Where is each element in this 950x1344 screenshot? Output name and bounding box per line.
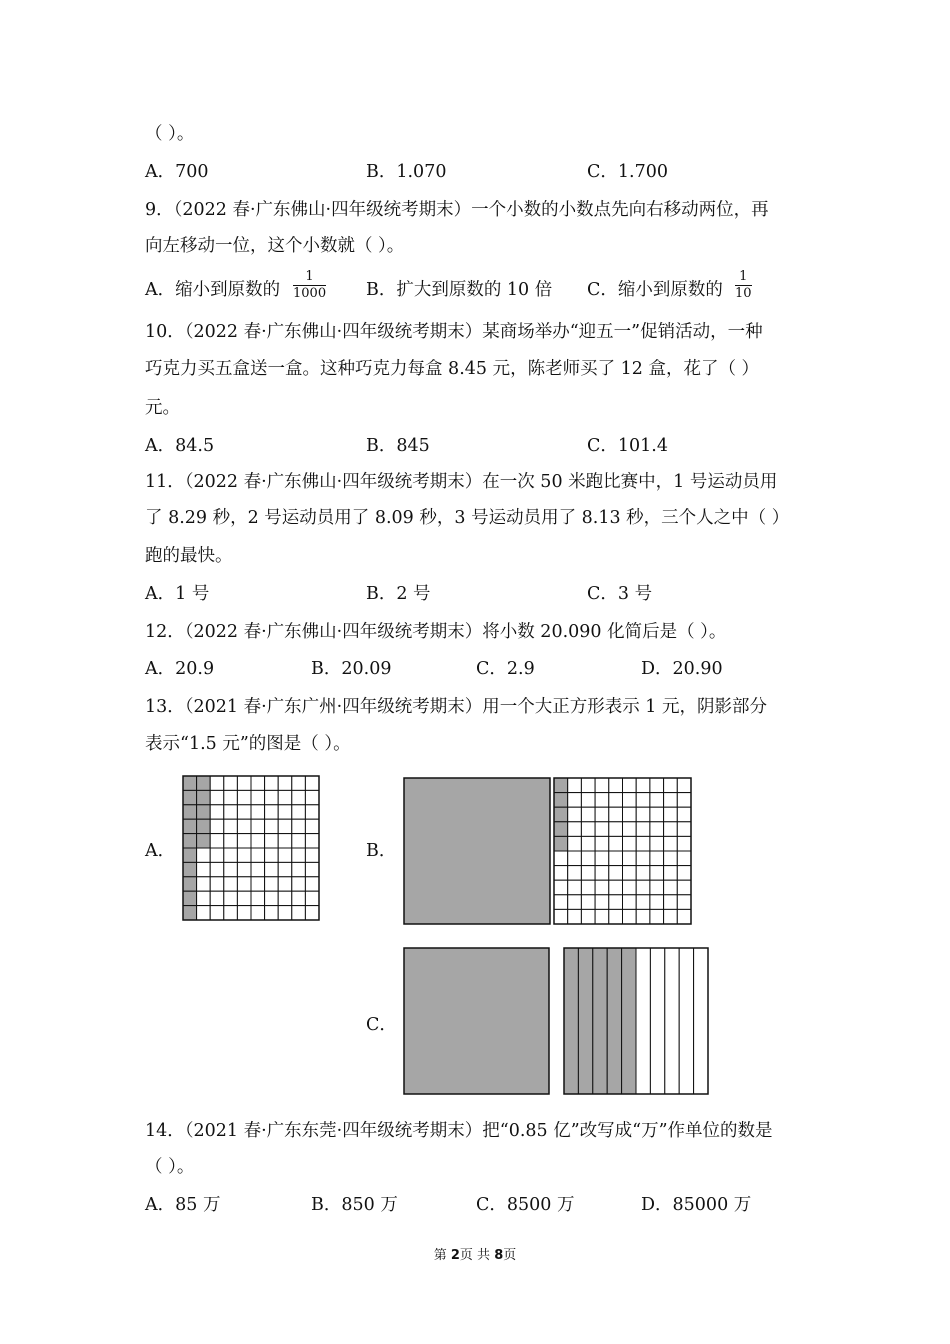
grid-cell — [554, 880, 568, 895]
q9-option-b[interactable]: B．扩大到原数的 10 倍 — [366, 280, 553, 300]
q9-option-a-fraction — [293, 270, 326, 301]
grid-cell — [265, 848, 279, 862]
grid-cell — [224, 877, 238, 891]
grid-cell — [265, 906, 279, 920]
grid-cell — [581, 822, 595, 837]
grid-cell — [677, 866, 691, 881]
grid-cell — [554, 909, 568, 924]
strip — [694, 948, 708, 1094]
grid-cell — [609, 778, 623, 793]
grid-cell — [210, 834, 224, 848]
grid-cell — [210, 862, 224, 876]
grid-cell — [595, 851, 609, 866]
grid-cell — [581, 880, 595, 895]
grid-cell — [224, 790, 238, 804]
grid-cell — [568, 851, 582, 866]
grid-cell — [568, 778, 582, 793]
grid-cell — [595, 866, 609, 881]
shaded-cell — [554, 836, 568, 851]
grid-cell — [636, 895, 650, 910]
grid-cell — [292, 877, 306, 891]
grid-cell — [237, 790, 251, 804]
shaded-cell — [554, 793, 568, 808]
grid-cell — [251, 877, 265, 891]
q10-option-b[interactable]: B．845 — [366, 436, 430, 456]
grid-cell — [292, 819, 306, 833]
q13-option-c-label[interactable]: C． — [366, 1015, 397, 1035]
grid-cell — [677, 895, 691, 910]
q10-option-a[interactable]: A．84.5 — [145, 436, 215, 456]
q14-option-c[interactable]: C．8500 万 — [476, 1195, 575, 1215]
grid-cell — [251, 805, 265, 819]
grid-cell — [265, 790, 279, 804]
grid-cell — [595, 880, 609, 895]
grid-cell — [581, 866, 595, 881]
footer-suffix: 页 — [503, 1248, 517, 1263]
shaded-cell — [183, 776, 197, 790]
grid-cell — [210, 848, 224, 862]
q13-option-b-label[interactable]: B． — [366, 841, 397, 861]
q11-option-a[interactable]: A．1 号 — [145, 584, 210, 604]
q12-option-d[interactable]: D．20.90 — [641, 659, 723, 679]
grid-cell — [650, 895, 664, 910]
grid-cell — [278, 862, 292, 876]
grid-cell — [224, 906, 238, 920]
q9-stem-line1: 9．（2022 春·广东佛山·四年级统考期末）一个小数的小数点先向右移动两位，再 — [145, 200, 769, 220]
grid-cell — [664, 807, 678, 822]
grid-cell — [677, 822, 691, 837]
q14-option-d[interactable]: D．85000 万 — [641, 1195, 752, 1215]
q13-figure-c-full-square[interactable] — [403, 947, 550, 1095]
grid-cell — [636, 778, 650, 793]
grid-cell — [609, 822, 623, 837]
q14-stem-line1: 14．（2021 春·广东东莞·四年级统考期末）把“0.85 亿”改写成“万”作单位的数是 — [145, 1121, 773, 1141]
grid-cell — [677, 793, 691, 808]
grid-cell — [265, 819, 279, 833]
grid-cell — [623, 895, 637, 910]
grid-cell — [278, 790, 292, 804]
grid-cell — [609, 880, 623, 895]
grid-cell — [595, 807, 609, 822]
grid-cell — [677, 836, 691, 851]
q8-option-c[interactable]: C．1.700 — [587, 162, 668, 182]
grid-cell — [224, 862, 238, 876]
strip — [636, 948, 650, 1094]
grid-cell — [278, 776, 292, 790]
q13-figure-c-strips[interactable] — [563, 947, 709, 1095]
grid-cell — [305, 848, 319, 862]
grid-cell — [251, 862, 265, 876]
grid-cell — [623, 851, 637, 866]
grid-cell — [237, 848, 251, 862]
grid-cell — [623, 909, 637, 924]
grid-cell — [305, 862, 319, 876]
shaded-strip — [593, 948, 607, 1094]
shaded-cell — [183, 862, 197, 876]
grid-cell — [278, 805, 292, 819]
grid-cell — [650, 866, 664, 881]
grid-cell — [609, 836, 623, 851]
grid-cell — [237, 776, 251, 790]
footer-page-number: 2 — [450, 1248, 460, 1263]
grid-cell — [292, 805, 306, 819]
grid-cell — [265, 805, 279, 819]
grid-cell — [595, 895, 609, 910]
shaded-cell — [554, 807, 568, 822]
grid-cell — [251, 819, 265, 833]
q11-option-c[interactable]: C．3 号 — [587, 584, 653, 604]
grid-cell — [292, 848, 306, 862]
grid-cell — [278, 891, 292, 905]
shaded-cell — [183, 848, 197, 862]
grid-cell — [251, 790, 265, 804]
shaded-cell — [183, 819, 197, 833]
grid-cell — [595, 778, 609, 793]
grid-cell — [636, 909, 650, 924]
grid-cell — [224, 776, 238, 790]
grid-cell — [581, 895, 595, 910]
grid-cell — [210, 891, 224, 905]
shaded-cell — [183, 891, 197, 905]
grid-cell — [568, 836, 582, 851]
q9-option-a[interactable]: A．缩小到原数的 — [145, 280, 281, 300]
grid-cell — [265, 891, 279, 905]
grid-cell — [224, 848, 238, 862]
q10-stem-line3: 元。 — [145, 398, 180, 418]
grid-cell — [623, 793, 637, 808]
grid-cell — [251, 776, 265, 790]
grid-cell — [251, 891, 265, 905]
shaded-cell — [183, 877, 197, 891]
shaded-cell — [197, 834, 211, 848]
grid-cell — [664, 895, 678, 910]
q9-stem-line2: 向左移动一位，这个小数就（ ）。 — [145, 236, 405, 256]
grid-cell — [636, 807, 650, 822]
q13-stem-line1: 13．（2021 春·广东广州·四年级统考期末）用一个大正方形表示 1 元，阴影部分 — [145, 697, 767, 717]
grid-cell — [623, 807, 637, 822]
grid-cell — [623, 822, 637, 837]
grid-cell — [664, 836, 678, 851]
full-shaded-square — [404, 948, 549, 1094]
grid-cell — [278, 819, 292, 833]
grid-cell — [305, 790, 319, 804]
grid-cell — [568, 822, 582, 837]
grid-cell — [650, 836, 664, 851]
grid-cell — [636, 880, 650, 895]
shaded-cell — [554, 822, 568, 837]
grid-cell — [237, 862, 251, 876]
q13-option-a-label[interactable]: A． — [145, 841, 176, 861]
shaded-strip — [622, 948, 636, 1094]
grid-cell — [305, 906, 319, 920]
grid-cell — [609, 895, 623, 910]
q12-option-c[interactable]: C．2.9 — [476, 659, 535, 679]
q10-option-c[interactable]: C．101.4 — [587, 436, 668, 456]
full-shaded-square — [404, 778, 550, 924]
grid-cell — [278, 848, 292, 862]
strip — [650, 948, 664, 1094]
shaded-strip — [578, 948, 592, 1094]
grid-cell — [265, 776, 279, 790]
grid-cell — [581, 793, 595, 808]
grid-cell — [650, 909, 664, 924]
grid-cell — [265, 834, 279, 848]
grid-cell — [623, 836, 637, 851]
grid-cell — [568, 909, 582, 924]
grid-cell — [623, 866, 637, 881]
grid-cell — [623, 880, 637, 895]
grid-cell — [237, 819, 251, 833]
grid-cell — [650, 880, 664, 895]
q10-stem-line1: 10．（2022 春·广东佛山·四年级统考期末）某商场举办“迎五一”促销活动，一种 — [145, 322, 763, 342]
footer-total-pages: 8 — [494, 1248, 504, 1263]
grid-cell — [251, 906, 265, 920]
q13-figure-a[interactable] — [182, 775, 320, 921]
grid-cell — [636, 822, 650, 837]
grid-cell — [650, 778, 664, 793]
grid-cell — [664, 909, 678, 924]
q11-option-b[interactable]: B．2 号 — [366, 584, 431, 604]
grid-cell — [210, 819, 224, 833]
shaded-cell — [197, 819, 211, 833]
q11-stem-line2: 了 8.29 秒，2 号运动员用了 8.09 秒，3 号运动员用了 8.13 秒，三个人之中（ ） — [145, 508, 790, 528]
grid-cell — [664, 822, 678, 837]
q14-option-b[interactable]: B．850 万 — [311, 1195, 398, 1215]
fraction-denominator: 10 — [735, 286, 752, 301]
grid-cell — [265, 877, 279, 891]
grid-cell — [224, 891, 238, 905]
grid-cell — [677, 909, 691, 924]
grid-cell — [305, 805, 319, 819]
grid-cell — [210, 877, 224, 891]
grid-cell — [305, 776, 319, 790]
grid-cell — [595, 836, 609, 851]
grid-cell — [568, 793, 582, 808]
grid-cell — [292, 776, 306, 790]
strip — [679, 948, 693, 1094]
grid-cell — [581, 807, 595, 822]
grid-cell — [237, 877, 251, 891]
grid-cell — [650, 851, 664, 866]
grid-cell — [609, 793, 623, 808]
grid-cell — [650, 822, 664, 837]
grid-cell — [677, 778, 691, 793]
q11-stem-line1: 11．（2022 春·广东佛山·四年级统考期末）在一次 50 米跑比赛中，1 号运动员用 — [145, 472, 778, 492]
grid-cell — [305, 819, 319, 833]
q9-option-c-fraction — [735, 270, 752, 301]
q14-option-a[interactable]: A．85 万 — [145, 1195, 221, 1215]
grid-cell — [210, 790, 224, 804]
grid-cell — [581, 909, 595, 924]
q10-stem-line2: 巧克力买五盒送一盒。这种巧克力每盒 8.45 元，陈老师买了 12 盒，花了（ ） — [145, 359, 760, 379]
grid-cell — [664, 880, 678, 895]
grid-cell — [568, 895, 582, 910]
grid-cell — [292, 891, 306, 905]
grid-cell — [568, 866, 582, 881]
grid-cell — [554, 851, 568, 866]
grid-cell — [554, 895, 568, 910]
grid-cell — [197, 906, 211, 920]
grid-cell — [623, 778, 637, 793]
grid-cell — [636, 866, 650, 881]
grid-cell — [197, 862, 211, 876]
grid-cell — [265, 862, 279, 876]
grid-cell — [210, 805, 224, 819]
grid-cell — [278, 877, 292, 891]
grid-cell — [609, 866, 623, 881]
grid-cell — [568, 807, 582, 822]
shaded-cell — [183, 834, 197, 848]
grid-cell — [237, 805, 251, 819]
grid-cell — [554, 866, 568, 881]
grid-cell — [292, 862, 306, 876]
grid-cell — [224, 805, 238, 819]
q12-option-b[interactable]: B．20.09 — [311, 659, 392, 679]
grid-cell — [278, 906, 292, 920]
grid-cell — [595, 793, 609, 808]
grid-cell — [677, 851, 691, 866]
grid-cell — [581, 851, 595, 866]
grid-cell — [237, 906, 251, 920]
grid-cell — [636, 851, 650, 866]
grid-cell — [251, 834, 265, 848]
grid-cell — [292, 834, 306, 848]
grid-cell — [305, 877, 319, 891]
grid-cell — [197, 877, 211, 891]
grid-cell — [636, 836, 650, 851]
fraction-numerator: 1 — [305, 269, 314, 284]
grid-cell — [197, 848, 211, 862]
shaded-strip — [607, 948, 621, 1094]
grid-cell — [650, 807, 664, 822]
grid-cell — [292, 790, 306, 804]
q13-figure-b-grid[interactable] — [553, 777, 692, 925]
q8-option-a[interactable]: A．700 — [145, 162, 209, 182]
q8-tail: （ ）。 — [145, 124, 195, 144]
grid-cell — [677, 880, 691, 895]
grid-cell — [650, 793, 664, 808]
grid-cell — [210, 906, 224, 920]
grid-cell — [224, 819, 238, 833]
grid-cell — [609, 851, 623, 866]
grid-cell — [237, 891, 251, 905]
shaded-cell — [197, 790, 211, 804]
grid-cell — [664, 851, 678, 866]
q12-stem: 12．（2022 春·广东佛山·四年级统考期末）将小数 20.090 化简后是（ ）。 — [145, 622, 727, 642]
fraction-denominator: 1000 — [293, 286, 327, 301]
strip — [665, 948, 679, 1094]
grid-cell — [636, 793, 650, 808]
grid-cell — [197, 891, 211, 905]
q14-stem-line2: （ ）。 — [145, 1157, 195, 1177]
footer-prefix: 第 — [433, 1248, 451, 1263]
grid-cell — [237, 834, 251, 848]
q8-option-b[interactable]: B．1.070 — [366, 162, 447, 182]
grid-cell — [210, 776, 224, 790]
grid-cell — [664, 866, 678, 881]
q9-option-c[interactable]: C．缩小到原数的 — [587, 280, 723, 300]
shaded-cell — [183, 790, 197, 804]
grid-cell — [292, 906, 306, 920]
footer-mid: 页 共 — [459, 1248, 495, 1263]
grid-cell — [609, 807, 623, 822]
grid-cell — [305, 891, 319, 905]
shaded-cell — [183, 805, 197, 819]
shaded-cell — [183, 906, 197, 920]
grid-cell — [581, 778, 595, 793]
shaded-cell — [197, 776, 211, 790]
page-footer — [0, 1244, 950, 1263]
grid-cell — [664, 793, 678, 808]
grid-cell — [664, 778, 678, 793]
q11-stem-line3: 跑的最快。 — [145, 546, 233, 566]
q13-stem-line2: 表示“1.5 元”的图是（ ）。 — [145, 734, 351, 754]
q12-option-a[interactable]: A．20.9 — [145, 659, 215, 679]
grid-cell — [595, 909, 609, 924]
grid-cell — [278, 834, 292, 848]
shaded-strip — [564, 948, 578, 1094]
grid-cell — [609, 909, 623, 924]
grid-cell — [251, 848, 265, 862]
grid-cell — [224, 834, 238, 848]
grid-cell — [305, 834, 319, 848]
grid-cell — [595, 822, 609, 837]
shaded-cell — [197, 805, 211, 819]
fraction-numerator: 1 — [739, 269, 748, 284]
grid-cell — [568, 880, 582, 895]
grid-cell — [677, 807, 691, 822]
shaded-cell — [554, 778, 568, 793]
q13-figure-b-full-square[interactable] — [403, 777, 551, 925]
grid-cell — [581, 836, 595, 851]
